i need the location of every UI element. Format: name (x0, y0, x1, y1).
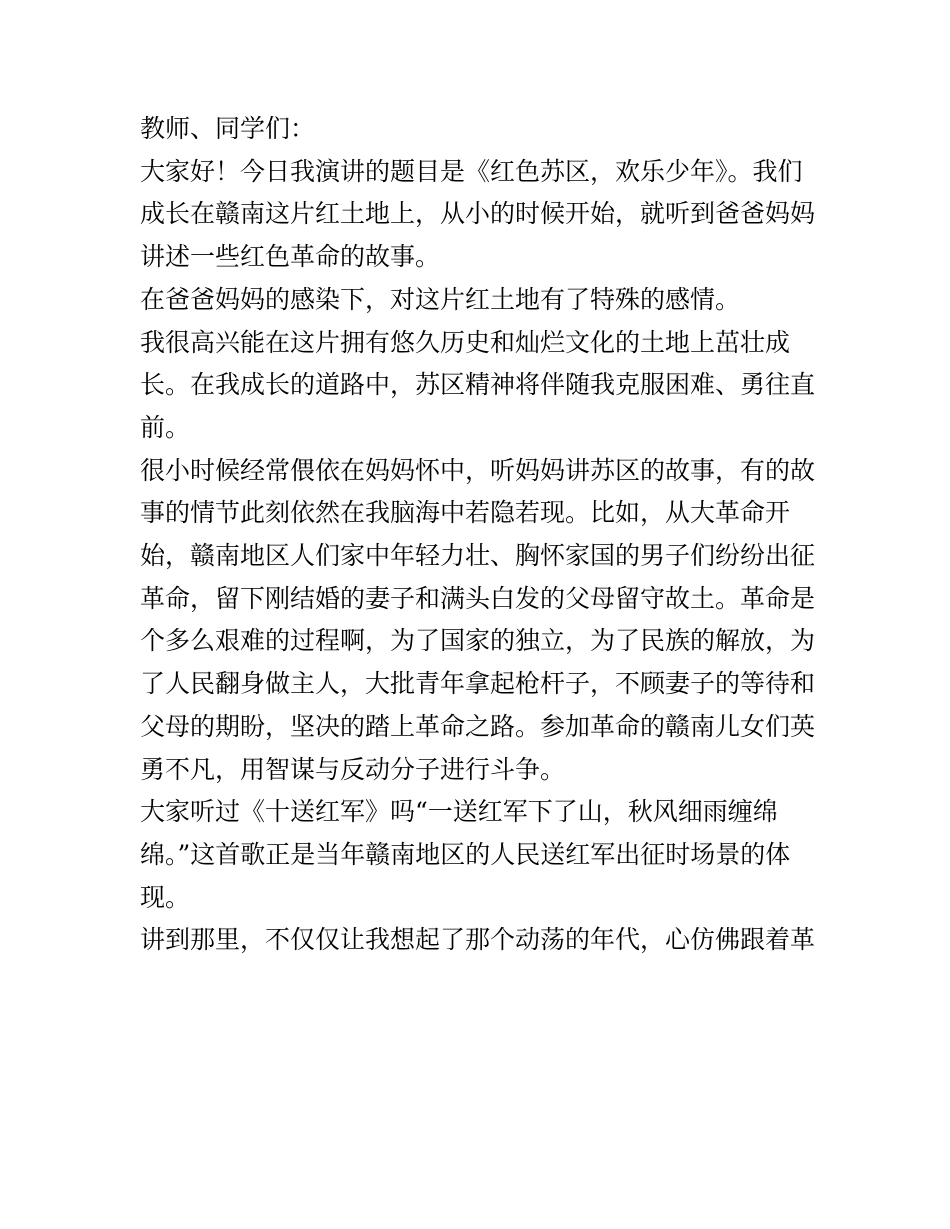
text-line: 绵。”这首歌正是当年赣南地区的人民送红军出征时场景的体 (140, 839, 791, 869)
text-line: 大家好！今日我演讲的题目是《红色苏区，欢乐少年》。我们 (140, 156, 803, 186)
text-line: 了人民翻身做主人，大批青年拿起枪杆子，不顾妻子的等待和 (140, 669, 816, 699)
text-line: 我很高兴能在这片拥有悠久历史和灿烂文化的土地上茁壮成 (140, 327, 791, 357)
text-line: 讲述一些红色革命的故事。 (140, 242, 441, 272)
text-line: 大家听过《十送红军》吗“一送红军下了山，秋风细雨缠绵 (140, 797, 778, 827)
text-line: 现。 (140, 882, 191, 912)
text-line: 始，赣南地区人们家中年轻力壮、胸怀家国的男子们纷纷出征 (140, 541, 816, 571)
text-line: 勇不凡，用智谋与反动分子进行斗争。 (140, 754, 566, 784)
text-line: 长。在我成长的道路中，苏区精神将伴随我克服困难、勇往直 (140, 370, 816, 400)
text-line: 父母的期盼，坚决的踏上革命之路。参加革命的赣南儿女们英 (140, 711, 816, 741)
text-line: 在爸爸妈妈的感染下，对这片红土地有了特殊的感情。 (140, 284, 741, 314)
text-line: 教师、同学们： (140, 114, 316, 143)
text-line: 成长在赣南这片红土地上，从小的时候开始，就听到爸爸妈妈 (140, 199, 816, 229)
text-line: 很小时候经常偎依在妈妈怀中，听妈妈讲苏区的故事，有的故 (140, 455, 816, 485)
text-line: 讲到那里，不仅仅让我想起了那个动荡的年代，心仿佛跟着革 (140, 925, 816, 955)
speech-text (140, 108, 820, 962)
text-line: 事的情节此刻依然在我脑海中若隐若现。比如，从大革命开 (140, 498, 791, 528)
text-line: 前。 (140, 412, 191, 442)
text-line: 革命，留下刚结婚的妻子和满头白发的父母留守故土。革命是 (140, 583, 816, 613)
text-line: 个多么艰难的过程啊，为了国家的独立，为了民族的解放，为 (140, 626, 816, 656)
